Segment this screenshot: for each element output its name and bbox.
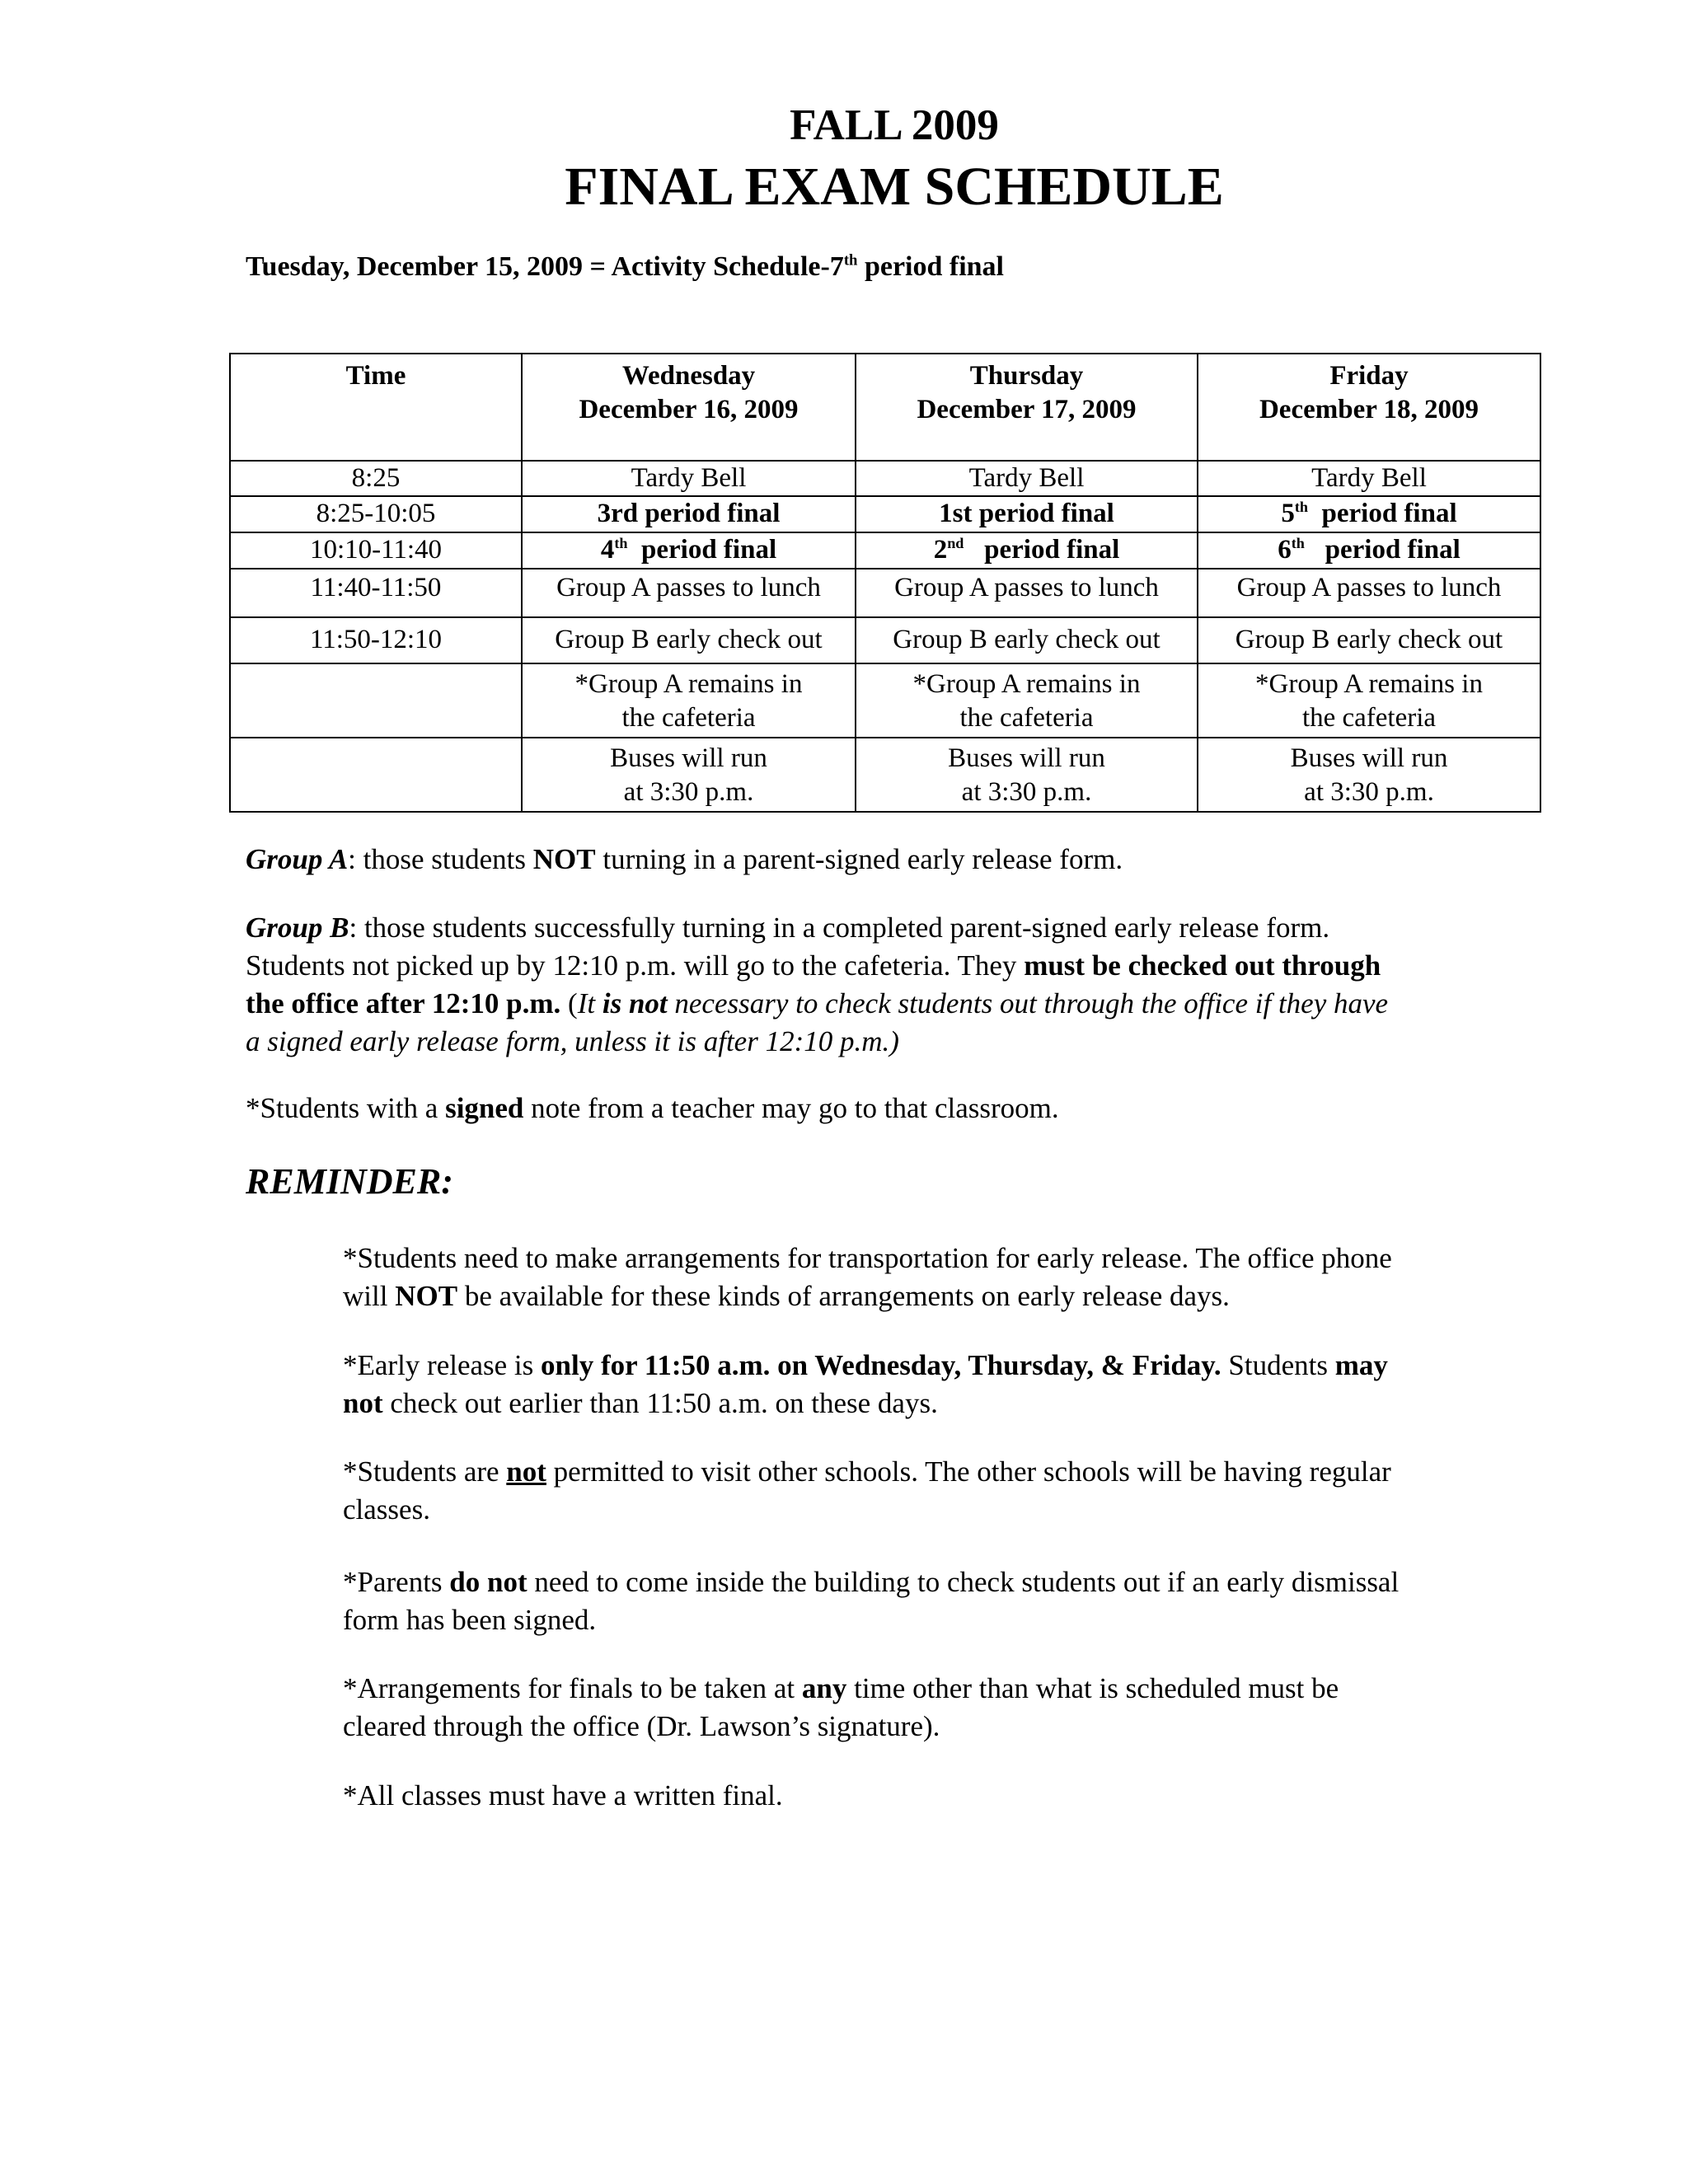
table-cell: 1st period final [856,496,1198,532]
table-row [230,738,1540,812]
header-cell-friday: Friday December 18, 2009 [1198,354,1540,461]
header-cell-wednesday: Wednesday December 16, 2009 [522,354,856,461]
exam-schedule-table [229,353,1541,813]
table-cell: *Group A remains in the cafeteria [856,663,1198,738]
table-cell: Buses will run at 3:30 p.m. [1198,738,1540,812]
group-b-definition: Group B: those students successfully turning in a completed parent-signed early release form. Students not picked up by 12:10 p.m. will go to the cafeteria. They must be checked out through the office after 12:10 p.m. (It is not necessary to check students out through the office if they have a signed early release form, unless it is after 12:10 p.m.) [246,912,1389,1057]
reminder-written-final: *All classes must have a written final. [343,1779,783,1811]
page-title-year: FALL 2009 [790,101,999,149]
reminder-arrangements: *Arrangements for finals to be taken at any time other than what is scheduled must be cleared through the office (Dr. Lawson’s signature). [343,1672,1339,1742]
table-cell: 5th period final [1198,496,1540,532]
table-row [230,461,1540,496]
time-cell: 8:25-10:05 [230,496,522,532]
activity-schedule-note: Tuesday, December 15, 2009 = Activity Schedule-7th period final [246,251,1005,282]
table-cell: Group B early check out [856,617,1198,663]
table-row [230,663,1540,738]
time-cell: 11:40-11:50 [230,569,522,617]
time-cell [230,663,522,738]
table-cell: Group B early check out [522,617,856,663]
time-cell: 10:10-11:40 [230,532,522,569]
header-cell-thursday: Thursday December 17, 2009 [856,354,1198,461]
table-row [230,496,1540,532]
table-cell: Tardy Bell [522,461,856,496]
header-cell-time: Time [230,354,522,461]
table-cell: Group B early check out [1198,617,1540,663]
table-cell: Group A passes to lunch [1198,569,1540,617]
table-row [230,532,1540,569]
table-cell: Buses will run at 3:30 p.m. [522,738,856,812]
table-row [230,569,1540,617]
table-header-row [230,354,1540,461]
time-cell [230,738,522,812]
table-cell: 4th period final [522,532,856,569]
signed-note-paragraph: *Students with a signed note from a teacher may go to that classroom. [246,1092,1059,1124]
reminder-early-release: *Early release is only for 11:50 a.m. on Wednesday, Thursday, & Friday. Students may not check out earlier than 11:50 a.m. on these days. [343,1349,1388,1419]
time-cell: 8:25 [230,461,522,496]
reminder-other-schools: *Students are not permitted to visit other schools. The other schools will be having regular classes. [343,1455,1391,1526]
table-cell: Tardy Bell [1198,461,1540,496]
time-cell: 11:50-12:10 [230,617,522,663]
group-a-definition: Group A: those students NOT turning in a parent-signed early release form. [246,843,1123,875]
table-cell: Buses will run at 3:30 p.m. [856,738,1198,812]
table-row [230,617,1540,663]
reminder-heading: REMINDER: [246,1161,453,1202]
table-cell: Tardy Bell [856,461,1198,496]
table-cell: Group A passes to lunch [522,569,856,617]
page-title: FINAL EXAM SCHEDULE [565,157,1224,217]
reminder-parents: *Parents do not need to come inside the building to check students out if an early dismissal form has been signed. [343,1566,1400,1636]
table-cell: Group A passes to lunch [856,569,1198,617]
reminder-transportation: *Students need to make arrangements for transportation for early release. The office phone will NOT be available for these kinds of arrangements on early release days. [343,1242,1392,1312]
table-cell: 6th period final [1198,532,1540,569]
table-cell: 3rd period final [522,496,856,532]
table-cell: *Group A remains in the cafeteria [1198,663,1540,738]
table-cell: *Group A remains in the cafeteria [522,663,856,738]
table-cell: 2nd period final [856,532,1198,569]
